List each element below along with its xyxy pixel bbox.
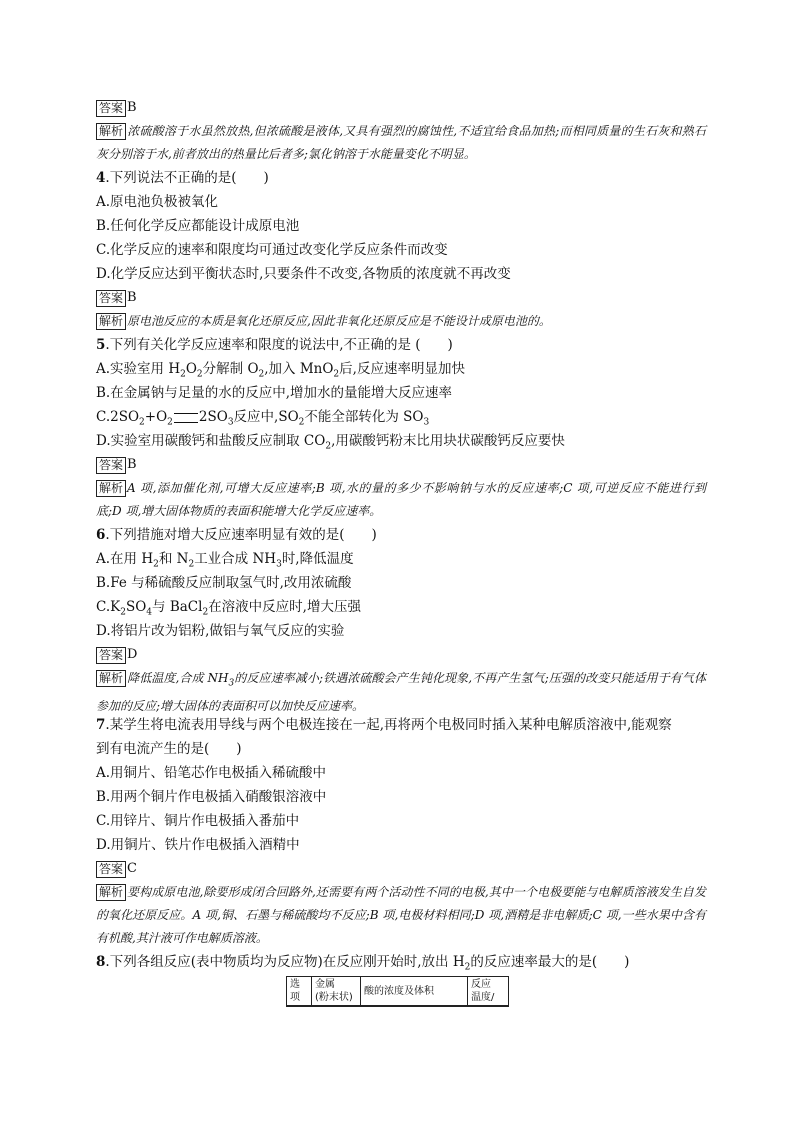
analysis-tag: 解析 [96,313,126,330]
answer-tag: 答案 [96,457,126,474]
q4-option-a: A.原电池负极被氧化 [96,194,219,210]
q7-analysis-text: 要构成原电池,除要形成闭合回路外,还需要有两个活动性不同的电极,其中一个电极要能与电解质溶液发生自发的氧化还原反应。A 项,铜、石墨与稀硫酸均不反应;B 项,电极材料相同;D 项,酒精是非电解质;C 项,一些水果中含有有机酸,其汁液可作电解质溶液。 [96,885,706,945]
header-temperature: 反应 温度/ [468,977,509,1007]
q7-option-b: B.用两个铜片作电极插入硝酸银溶液中 [96,789,327,805]
q7-answer [96,857,706,881]
q4-stem-text: .下列说法不正确的是( ) [105,170,269,186]
header-metal: 金属 (粉末状) [312,977,361,1007]
q5-analysis [96,477,706,523]
analysis-tag: 解析 [96,884,126,901]
q7-stem-text: .某学生将电流表用导线与两个电极连接在一起,再将两个电极同时插入某种电解质溶液中,能观察 [105,717,672,733]
q3-analysis [96,120,706,166]
q7-analysis [96,881,706,950]
q4-stem [96,166,706,190]
answer-tag: 答案 [96,290,126,307]
table-header-row [287,977,509,1007]
answer-tag: 答案 [96,647,126,664]
q5-stem [96,333,706,357]
q4-option-b: B.任何化学反应都能设计成原电池 [96,218,300,234]
q7-option-d: D.用铜片、铁片作电极插入酒精中 [96,837,300,853]
q6-option-d: D.将铝片改为铝粉,做铝与氧气反应的实验 [96,623,345,639]
q4-answer [96,286,706,310]
q6-answer [96,643,706,667]
q6-option-b: B.Fe 与稀硫酸反应制取氢气时,改用浓硫酸 [96,575,352,591]
q6-option-c: $C.K_2SO_4$与 BaCl$_2$在溶液中反应时,增大压强 [96,599,361,618]
q4-answer-value: B [127,290,137,305]
analysis-tag: 解析 [96,480,126,497]
q3-analysis-text: 浓硫酸溶于水虽然放热,但浓硫酸是液体,又具有强烈的腐蚀性,不适宜给食品加热;而相同质量的生石灰和熟石灰分别溶于水,前者放出的热量比后者多;氯化钠溶于水能量变化不明显。 [96,124,706,161]
q5-option-b: B.在金属钠与足量的水的反应中,增加水的量能增大反应速率 [96,385,453,401]
q7-option-c: C.用锌片、铜片作电极插入番茄中 [96,813,300,829]
q6-number: 6 [96,527,106,543]
q4-option-c: C.化学反应的速率和限度均可通过改变化学反应条件而改变 [96,242,448,258]
q7-stem-continued: 到有电流产生的是( ) [96,741,242,757]
answer-tag: 答案 [96,861,126,878]
header-option: 选 项 [287,977,312,1007]
q6-answer-value: D [127,647,138,662]
q6-stem [96,523,706,547]
q5-option-a: A.实验室用 $H_2O_2$分解制 $O_2$,加入 MnO$_2$后,反应速率明显加快 [96,361,465,380]
header-acid: 酸的浓度及体积 [361,977,468,1007]
document-page [96,96,706,1007]
q6-analysis: 解析 降低温度,合成 $NH_3$的反应速率减小;铁遇浓硫酸会产生钝化现象,不再产生氢气;压强的改变只能适用于有气体参加的反应;增大固体的表面积可以加快反应速率。 [96,671,706,714]
q7-number: 7 [96,717,106,733]
equilibrium-arrow-icon [174,413,198,423]
q8-stem: 8.下列各组反应(表中物质均为反应物)在反应刚开始时,放出 $H_2$的反应速率最大的是( ) [96,954,630,973]
answer-tag: 答案 [96,100,126,117]
q4-number: 4 [96,170,106,186]
q7-option-a: A.用铜片、铅笔芯作电极插入稀硫酸中 [96,765,327,781]
q5-answer-value: B [127,457,137,472]
q3-answer [96,96,706,120]
q6-stem-text: .下列措施对增大反应速率明显有效的是( ) [105,527,377,543]
analysis-tag: 解析 [96,670,126,687]
q5-answer [96,453,706,477]
q4-option-d: D.化学反应达到平衡状态时,只要条件不改变,各物质的浓度就不再改变 [96,266,511,282]
q5-number: 5 [96,337,106,353]
q5-stem-text: .下列有关化学反应速率和限度的说法中,不正确的是 ( ) [105,337,453,353]
q7-stem [96,713,706,737]
q4-analysis-text: 原电池反应的本质是氧化还原反应,因此非氧化还原反应是不能设计成原电池的。 [127,314,551,328]
q6-option-a: A.在用 $H_2$和 $N_2$工业合成 $NH_3$时,降低温度 [96,551,354,570]
q5-option-d: D.实验室用碳酸钙和盐酸反应制取 $CO_2$,用碳酸钙粉末比用块状碳酸钙反应要快 [96,433,565,452]
q5-option-c: $C.2SO_2+O_2$ $2SO_3$反应中$,SO_2$不能全部转化为 $SO_3$ [96,409,430,428]
analysis-tag: 解析 [96,123,126,140]
q5-analysis-text: A 项,添加催化剂,可增大反应速率;B 项,水的量的多少不影响钠与水的反应速率;C 项,可逆反应不能进行到底;D 项,增大固体物质的表面积能增大化学反应速率。 [96,481,706,518]
q7-answer-value: C [127,861,137,876]
q3-answer-value: B [127,100,137,115]
q8-table [286,976,509,1007]
q8-number: 8 [96,954,106,970]
q4-analysis [96,310,706,333]
